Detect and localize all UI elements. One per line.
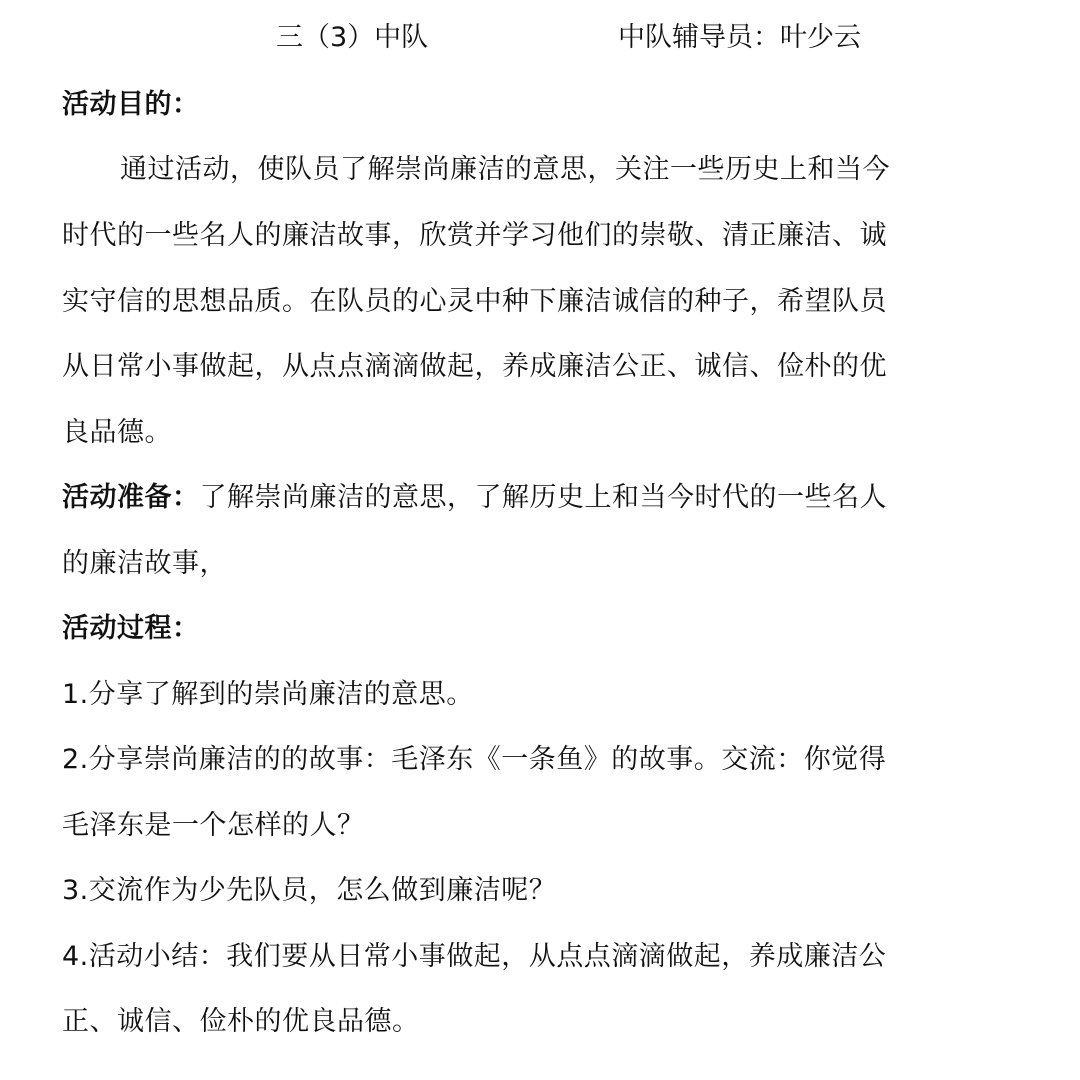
preparation-line: 的廉洁故事， [62, 548, 227, 579]
purpose-heading: 活动目的： [62, 89, 200, 120]
squad-name: 三（3）中队 [276, 22, 429, 53]
purpose-line: 通过活动，使队员了解崇尚廉洁的意思，关注一些历史上和当今 [120, 154, 890, 185]
process-step: 4.活动小结：我们要从日常小事做起，从点点滴滴做起，养成廉洁公 [62, 941, 887, 972]
process-step: 2.分享崇尚廉洁的的故事：毛泽东《一条鱼》的故事。交流：你觉得 [62, 744, 887, 775]
purpose-line: 从日常小事做起，从点点滴滴做起，养成廉洁公正、诚信、俭朴的优 [62, 351, 887, 382]
process-heading: 活动过程： [62, 613, 200, 644]
counselor-name: 中队辅导员：叶少云 [618, 22, 861, 53]
preparation-line: 了解崇尚廉洁的意思，了解历史上和当今时代的一些名人 [199, 482, 887, 513]
process-step: 毛泽东是一个怎样的人？ [62, 810, 365, 841]
purpose-line: 实守信的思想品质。在队员的心灵中种下廉洁诚信的种子，希望队员 [62, 286, 887, 317]
preparation-paragraph [62, 480, 887, 516]
purpose-line: 时代的一些名人的廉洁故事，欣赏并学习他们的崇敬、清正廉洁、诚 [62, 220, 887, 251]
process-step: 3.交流作为少先队员，怎么做到廉洁呢？ [62, 875, 557, 906]
process-step: 正、诚信、俭朴的优良品德。 [62, 1006, 420, 1037]
purpose-line: 良品德。 [62, 417, 172, 448]
process-step: 1.分享了解到的崇尚廉洁的意思。 [62, 679, 474, 710]
preparation-heading: 活动准备： [62, 482, 200, 513]
